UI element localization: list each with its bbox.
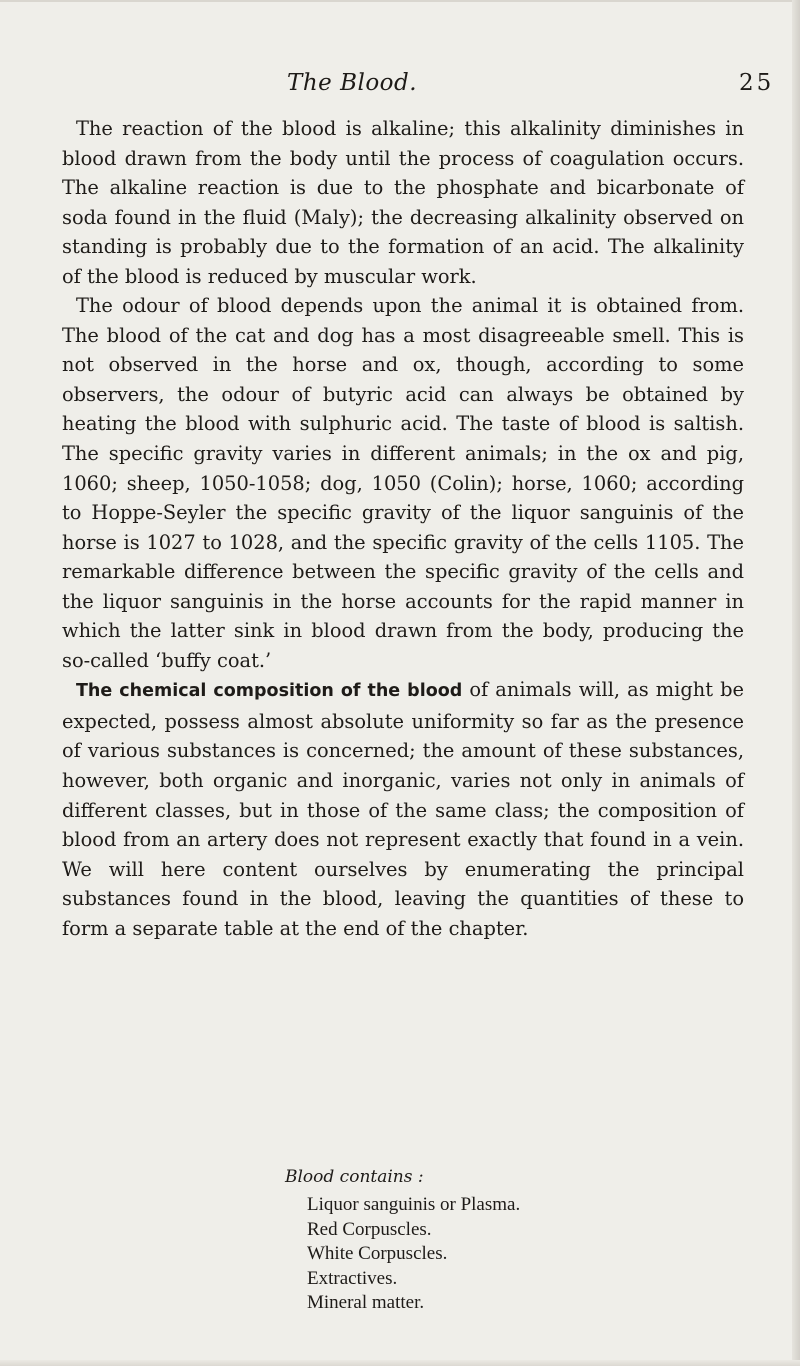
- paragraph-reaction: The reaction of the blood is alkaline; this alkalinity diminishes in blood drawn from the body until the process of coagulation occurs. The alkaline reaction is due to the phosphate and bicarbonate of soda found in the fluid (Maly); the decreasing alkalinity observed on standing is probably due to the formation of an acid. The alkalinity of the blood is reduced by muscular work.: [62, 117, 744, 288]
- list-item: Liquor sanguinis or Plasma.: [307, 1194, 521, 1215]
- list-item: Extractives.: [307, 1267, 398, 1289]
- chemical-composition-text: of animals will, as might be expected, possess almost absolute uniformity so far as the presence of various substances is concerned; the amount of these substances, however, both organic and inorganic, varies not only in animals of different classes, but in those of the same class; the composition of blood from an artery does not represent exactly that found in a vein. We will here content ourselves by enumerating the principal substances found in the blood, leaving the quantities of these to form a separate table at the end of the chapter.: [62, 678, 744, 940]
- running-title: The Blood.: [287, 70, 418, 96]
- paragraph-odour-gravity: The odour of blood depends upon the animal it is obtained from. The blood of the cat and dog has a most disagreeable smell. This is not observed in the horse and ox, though, according to some observers, the odour of butyric acid can always be obtained by heating the blood with sulphuric acid. The taste of blood is saltish. The specific gravity varies in different animals; in the ox and pig, 1060; sheep, 1050-1058; dog, 1050 (Colin); horse, 1060; according to Hoppe-Seyler the specific gravity of the liquor sanguinis of the horse is 1027 to 1028, and the specific gravity of the cells 1105. The remarkable difference between the specific gravity of the cells and the liquor sanguinis in the horse accounts for the rapid manner in which the latter sink in blood drawn from the body, producing the so-called ‘buffy coat.’: [62, 294, 744, 672]
- page-top-rule: [0, 0, 800, 2]
- blood-contents: [285, 1163, 725, 1316]
- list-item: Mineral matter.: [307, 1292, 425, 1314]
- page-edge-right: [792, 0, 800, 1366]
- list-item: Red Corpuscles.: [307, 1218, 432, 1240]
- chemical-composition-lead: The chemical composition of the blood: [76, 681, 463, 702]
- list-item: White Corpuscles.: [307, 1243, 448, 1265]
- page-number: 25: [739, 70, 775, 96]
- page-edge-bottom: [0, 1360, 800, 1366]
- contents-list: [285, 1193, 725, 1316]
- paragraph-chemical-composition: [62, 675, 744, 943]
- body-text: [62, 114, 744, 943]
- running-head: [0, 70, 800, 100]
- contents-heading: Blood contains :: [285, 1167, 424, 1187]
